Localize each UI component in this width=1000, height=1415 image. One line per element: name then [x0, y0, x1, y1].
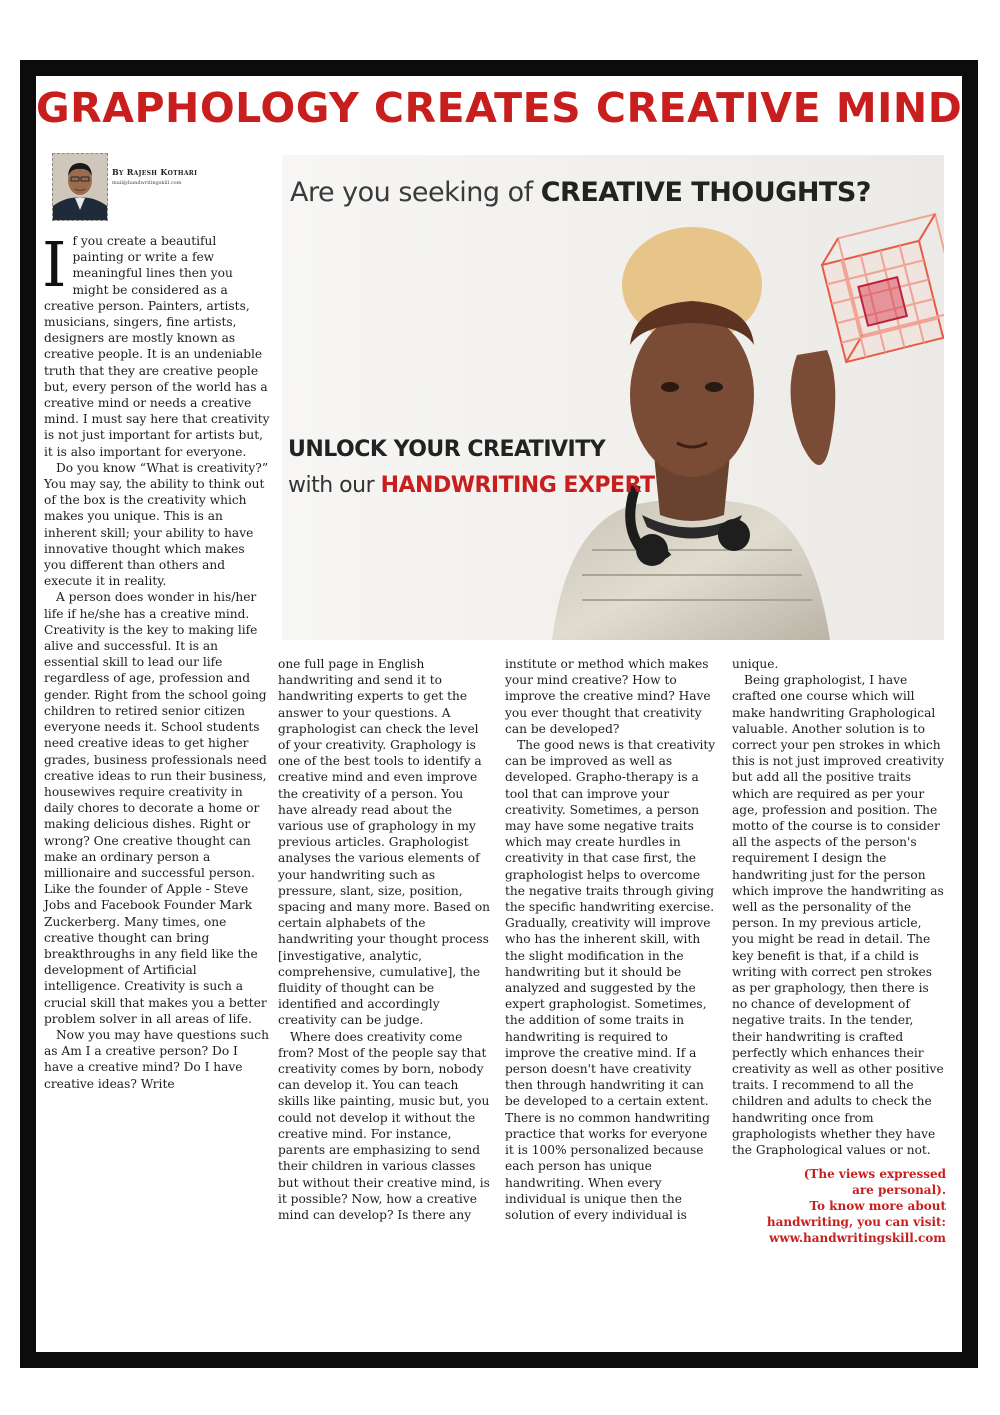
headline: GRAPHOLOGY CREATES CREATIVE MIND [36, 84, 962, 132]
feature-photo [282, 155, 944, 640]
newspaper-page [36, 76, 962, 1352]
article-column-4 [732, 656, 946, 1246]
cta-line-2: handwriting, you can visit: [766, 1215, 946, 1230]
photo-illustration [282, 155, 944, 640]
photo-question-bold: CREATIVE THOUGHTS? [540, 177, 871, 208]
article-paragraph: Do you know “What is creativity?” You may say, the ability to think out of the box is the creativity which makes you unique. This is an inherent skill; your ability to have innovative thought which makes you different than others and execute it in reality. [44, 460, 269, 589]
article-paragraph: Where does creativity come from? Most of the people say that creativity comes by born, nobody can develop it. You can teach skills like painting, music but, you could not develop it without the creative mind. For instance, parents are emphasizing to send their children in various classes but without their creative mind, is it possible? Now, how a creative mind can develop? Is there any [278, 1029, 490, 1222]
author-avatar [52, 153, 108, 221]
article-paragraph: Now you may have questions such as Am I a creative person? Do I have a creative mind? Do I have creative ideas? Write [44, 1027, 269, 1091]
article-paragraph: A person does wonder in his/her life if he/she has a creative mind. Creativity is the key to making life alive and successful. It is an essential skill to lead our life regardless of age, profession and gender. Right from the school going children to retired senior citizen everyone needs it. School students need creative ideas to get higher grades, business professionals need creative ideas to run their business, housewives require creativity in daily chores to decorate a home or making delicious dishes. Right or wrong? One creative thought can make an ordinary person a millionaire and successful person. Like the founder of Apple - Steve Jobs and Facebook Founder Mark Zuckerberg. Many times, one creative thought can bring breakthroughs in any field like the development of Artificial intelligence. Creativity is such a crucial skill that makes you a better problem solver in all areas of life. [44, 590, 267, 1026]
cta-line-1: To know more about [809, 1199, 946, 1214]
article-column-1 [42, 228, 270, 1092]
photo-with-text [288, 473, 655, 498]
disclaimer-line-1: (The views expressed [803, 1167, 946, 1182]
website-link[interactable]: www.handwritingskill.com [769, 1231, 946, 1246]
photo-question [290, 177, 871, 208]
article-paragraph: unique. [732, 657, 779, 671]
article-paragraph: Being graphologist, I have crafted one course which will make handwriting Graphological valuable. Another solution is to correct your pen strokes in which this is not just improved creativity but add all the positive traits which are required as per your age, profession and position. The motto of the course is to consider all the aspects of the person's requirement I design the handwriting just for the person which improve the handwriting as well as the personality of the person. In my previous article, you might be read in detail. The key benefit is that, if a child is writing with correct pen strokes as per graphology, then there is no chance of development of negative traits. In the tender, their handwriting is crafted perfectly which enhances their creativity as well as other positive traits. I recommend to all the children and adults to check the handwriting once from graphologists whether they have the Graphological values or not. [732, 673, 945, 1158]
photo-with-prefix: with our [288, 473, 381, 498]
disclaimer-line-2: are personal). [852, 1183, 946, 1198]
article-paragraph [42, 228, 270, 460]
author-email: mail@handwritingskill.com [112, 180, 182, 186]
article-paragraph: The good news is that creativity can be improved as well as developed. Grapho-therapy is a tool that can improve your creativity. Sometimes, a person may have some negative traits which may create hurdles in creativity in that case first, the graphologist helps to overcome the negative traits through giving the specific handwriting exercise. Gradually, creativity will improve who has the inherent skill, with the slight modification in the handwriting but it should be analyzed and suggested by the expert graphologist. Sometimes, the addition of some traits in handwriting is required to improve the creative mind. If a person doesn't have creativity then through handwriting it can be developed to a certain extent. There is no common handwriting practice that works for everyone it is 100% personalized because each person has unique handwriting. When every individual is unique then the solution of every individual is [505, 738, 716, 1222]
author-name: By Rajesh Kothari [112, 167, 198, 177]
byline [52, 153, 272, 221]
paragraph-text: f you create a beautiful painting or write a few meaningful lines then you might be considered as a creative person. Painters, artists, musicians, singers, fine artists, designers are mostly known as creative people. It is an undeniable truth that they are creative people but, every person of the world has a creative mind or needs a creative mind. I must say here that creativity is not just important for artists but, it is also important for everyone. [44, 234, 270, 459]
article-column-3 [505, 656, 719, 1223]
photo-unlock-text: UNLOCK YOUR CREATIVITY [288, 437, 606, 462]
article-paragraph: one full page in English handwriting and send it to handwriting experts to get the answer to your questions. A graphologist can check the level of your creativity. Graphology is one of the best tools to identify a creative mind and even improve the creativity of a person. You have already read about the various use of graphology in my previous articles. Graphologist analyses the various elements of your handwriting such as pressure, slant, size, position, spacing and many more. Based on certain alphabets of the handwriting your thought process [investigative, analytic, comprehensive, cumulative], the fluidity of thought can be identified and accordingly creativity can be judge. [278, 657, 491, 1028]
article-paragraph: institute or method which makes your mind creative? How to improve the creative mind? Have you ever thought that creativity can be developed? [505, 657, 711, 736]
article-column-2 [278, 656, 492, 1223]
photo-with-bold: HANDWRITING EXPERT [380, 473, 655, 498]
photo-question-prefix: Are you seeking of [290, 177, 541, 208]
drop-cap: I [42, 228, 67, 301]
